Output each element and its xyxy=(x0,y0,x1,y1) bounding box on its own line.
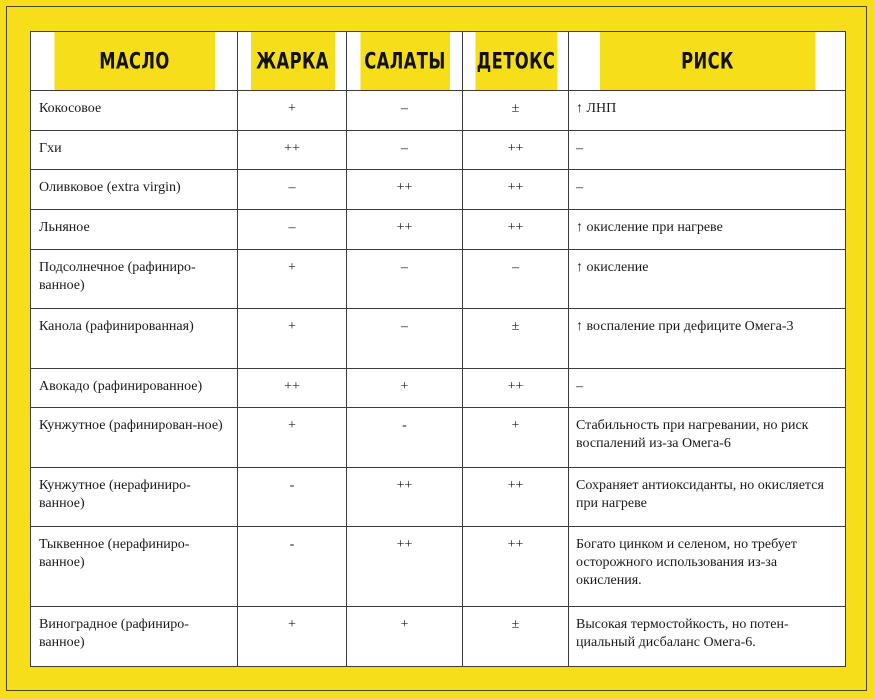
cell-frying: ++ xyxy=(238,369,347,408)
cell-oil: Льняное xyxy=(31,210,238,250)
cell-oil: Подсолнечное (рафиниро-ванное) xyxy=(31,250,238,309)
header-salads: САЛАТЫ xyxy=(359,32,449,91)
table-row xyxy=(31,607,846,667)
table-row xyxy=(31,170,846,210)
cell-salads: ++ xyxy=(347,527,463,607)
table-row xyxy=(31,91,846,131)
table-row xyxy=(31,408,846,468)
header-row xyxy=(31,32,846,91)
cell-salads: – xyxy=(347,250,463,309)
cell-detox: ± xyxy=(463,91,569,131)
cell-risk: – xyxy=(569,131,846,170)
table-row xyxy=(31,527,846,607)
cell-oil: Канола (рафинированная) xyxy=(31,309,238,369)
cell-oil: Авокадо (рафинированное) xyxy=(31,369,238,408)
header-detox: ДЕТОКС xyxy=(474,32,557,91)
table-row xyxy=(31,131,846,170)
cell-risk: Богато цинком и селеном, но требует осторожного использования из-за окисления. xyxy=(569,527,846,607)
cell-oil: Кунжутное (рафинирован-ное) xyxy=(31,408,238,468)
cell-risk: ↑ воспаление при дефиците Омега-3 xyxy=(569,309,846,369)
oil-comparison-table xyxy=(30,31,846,667)
table-row xyxy=(31,468,846,527)
header-frying: ЖАРКА xyxy=(249,32,334,91)
cell-risk: ↑ окисление xyxy=(569,250,846,309)
cell-risk: – xyxy=(569,170,846,210)
cell-frying: ++ xyxy=(238,131,347,170)
cell-salads: + xyxy=(347,369,463,408)
cell-risk: Стабильность при нагревании, но риск воспалений из-за Омега-6 xyxy=(569,408,846,468)
cell-detox: ++ xyxy=(463,131,569,170)
cell-risk: Высокая термостойкость, но потен-циальный дисбаланс Омега-6. xyxy=(569,607,846,667)
cell-frying: – xyxy=(238,210,347,250)
cell-oil: Тыквенное (нерафиниро-ванное) xyxy=(31,527,238,607)
cell-oil: Кунжутное (нерафиниро-ванное) xyxy=(31,468,238,527)
cell-detox: – xyxy=(463,250,569,309)
cell-risk: ↑ ЛНП xyxy=(569,91,846,131)
cell-salads: ++ xyxy=(347,468,463,527)
cell-salads: - xyxy=(347,408,463,468)
cell-salads: ++ xyxy=(347,170,463,210)
cell-detox: ++ xyxy=(463,210,569,250)
table-row xyxy=(31,369,846,408)
cell-detox: ++ xyxy=(463,369,569,408)
cell-salads: + xyxy=(347,607,463,667)
table-row xyxy=(31,210,846,250)
cell-oil: Кокосовое xyxy=(31,91,238,131)
table-row xyxy=(31,250,846,309)
cell-frying: - xyxy=(238,527,347,607)
cell-frying: - xyxy=(238,468,347,527)
cell-risk: – xyxy=(569,369,846,408)
cell-risk: ↑ окисление при нагреве xyxy=(569,210,846,250)
cell-detox: ++ xyxy=(463,170,569,210)
cell-detox: ± xyxy=(463,309,569,369)
cell-salads: ++ xyxy=(347,210,463,250)
cell-frying: + xyxy=(238,309,347,369)
table-row xyxy=(31,309,846,369)
cell-detox: ++ xyxy=(463,468,569,527)
cell-detox: ++ xyxy=(463,527,569,607)
cell-frying: + xyxy=(238,607,347,667)
cell-salads: – xyxy=(347,131,463,170)
cell-salads: – xyxy=(347,309,463,369)
cell-risk: Сохраняет антиоксиданты, но окисляется при нагреве xyxy=(569,468,846,527)
header-oil: МАСЛО xyxy=(53,32,214,91)
cell-frying: + xyxy=(238,408,347,468)
cell-oil: Гхи xyxy=(31,131,238,170)
cell-detox: + xyxy=(463,408,569,468)
cell-detox: ± xyxy=(463,607,569,667)
cell-salads: – xyxy=(347,91,463,131)
cell-frying: + xyxy=(238,250,347,309)
cell-oil: Виноградное (рафиниро-ванное) xyxy=(31,607,238,667)
header-risk: РИСК xyxy=(599,32,815,91)
cell-frying: – xyxy=(238,170,347,210)
cell-frying: + xyxy=(238,91,347,131)
cell-oil: Оливковое (extra virgin) xyxy=(31,170,238,210)
